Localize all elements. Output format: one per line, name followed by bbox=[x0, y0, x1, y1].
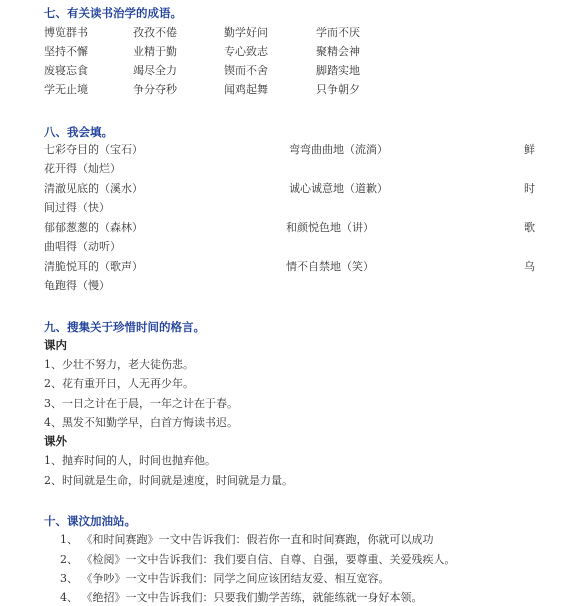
idiom: 只争朝夕 bbox=[316, 83, 360, 96]
section8-heading: 八、我会填。 bbox=[44, 125, 113, 139]
idiom: 争分夺秒 bbox=[133, 83, 177, 96]
idiom: 专心致志 bbox=[224, 45, 268, 58]
lesson-item: 3、 《争吵》一文中告诉我们：同学之间应该团结友爱、相互宽容。 bbox=[60, 572, 390, 585]
fill-right: 乌 bbox=[524, 260, 535, 273]
fill-left: 间过得（快） bbox=[44, 201, 110, 214]
fill-mid: 诚心诚意地（道歉） bbox=[289, 182, 388, 195]
fill-right: 鲜 bbox=[524, 143, 535, 156]
outer-class-title: 课外 bbox=[44, 434, 67, 448]
fill-left: 清澈见底的（溪水） bbox=[44, 182, 143, 195]
idiom: 孜孜不倦 bbox=[133, 26, 177, 39]
idiom: 脚踏实地 bbox=[316, 64, 360, 77]
fill-left: 郁郁葱葱的（森林） bbox=[44, 221, 143, 234]
idiom: 学无止境 bbox=[44, 83, 88, 96]
fill-left: 七彩夺目的（宝石） bbox=[44, 143, 143, 156]
fill-right: 时 bbox=[524, 182, 535, 195]
section7-heading: 七、有关读书治学的成语。 bbox=[44, 6, 182, 20]
idiom: 业精于勤 bbox=[133, 45, 177, 58]
motto-item: 1、抛弃时间的人，时间也抛弃他。 bbox=[44, 454, 216, 467]
idiom: 竭尽全力 bbox=[133, 64, 177, 77]
lesson-item: 4、 《绝招》一文中告诉我们：只要我们勤学苦练，就能练就一身好本领。 bbox=[60, 591, 423, 604]
fill-left: 花开得（灿烂） bbox=[44, 162, 121, 175]
lesson-item: 1、 《和时间赛跑》一文中告诉我们：假若你一直和时间赛跑，你就可以成功 bbox=[60, 533, 434, 546]
idiom: 废寝忘食 bbox=[44, 64, 88, 77]
inner-class-title: 课内 bbox=[44, 338, 67, 352]
fill-left: 龟跑得（慢） bbox=[44, 279, 110, 292]
motto-item: 1、少壮不努力，老大徒伤悲。 bbox=[44, 358, 194, 371]
idiom: 坚持不懈 bbox=[44, 45, 88, 58]
lesson-item: 2、 《检阅》一文中告诉我们：我们要自信、自尊、自强，要尊重、关爱残疾人。 bbox=[60, 553, 456, 566]
idiom: 聚精会神 bbox=[316, 45, 360, 58]
motto-item: 2、时间就是生命，时间就是速度，时间就是力量。 bbox=[44, 474, 293, 487]
idiom: 博览群书 bbox=[44, 26, 88, 39]
fill-left: 清脆悦耳的（歌声） bbox=[44, 260, 143, 273]
motto-item: 2、花有重开日，人无再少年。 bbox=[44, 377, 194, 390]
motto-item: 3、一日之计在于晨，一年之计在于春。 bbox=[44, 397, 238, 410]
fill-left: 曲唱得（动听） bbox=[44, 240, 121, 253]
idiom: 学而不厌 bbox=[316, 26, 360, 39]
fill-mid: 弯弯曲曲地（流淌） bbox=[289, 143, 388, 156]
fill-mid: 和颜悦色地（讲） bbox=[286, 221, 374, 234]
idiom: 锲而不舍 bbox=[224, 64, 268, 77]
fill-right: 歌 bbox=[524, 221, 535, 234]
motto-item: 4、黑发不知勤学早，白首方悔读书迟。 bbox=[44, 416, 238, 429]
idiom: 闻鸡起舞 bbox=[224, 83, 268, 96]
section10-heading: 十、课汶加油站。 bbox=[44, 514, 136, 528]
idiom: 勤学好问 bbox=[224, 26, 268, 39]
section9-heading: 九、搜集关于珍惜时间的格言。 bbox=[44, 320, 205, 334]
fill-mid: 情不自禁地（笑） bbox=[286, 260, 374, 273]
